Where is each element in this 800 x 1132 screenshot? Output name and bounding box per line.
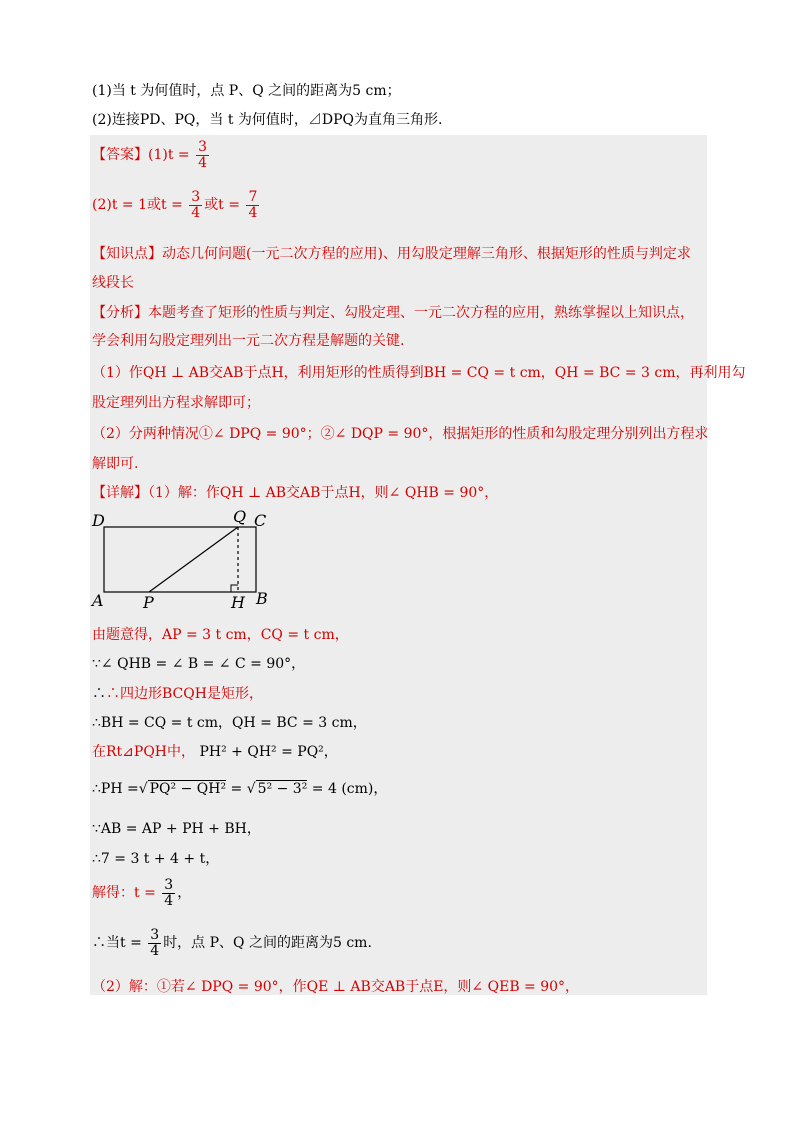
numerator: 3	[150, 927, 160, 943]
label-d: D	[92, 511, 105, 530]
numerator: 3	[198, 139, 208, 155]
step-10-prefix: ∴当t =	[92, 935, 142, 952]
question-2: (2)连接PD、PQ，当 t 为何值时，⊿DPQ为直角三角形.	[92, 112, 443, 128]
step-6-lhs: ∴PH =	[92, 781, 139, 797]
step-4: ∴BH = CQ = t cm，QH = BC = 3 cm，	[92, 715, 367, 731]
fraction	[246, 190, 259, 220]
right-angle-mark	[231, 585, 238, 592]
sqrt-expression-1: PQ² − QH²	[149, 781, 227, 797]
answer-2	[92, 190, 261, 220]
label-c: C	[254, 511, 267, 530]
answer-2-text-b: 或t =	[204, 197, 240, 214]
answer-2-text-a: (2)t = 1或t =	[92, 197, 183, 214]
step-5-prefix: 在Rt⊿PQH中，	[92, 744, 196, 760]
denominator: 4	[164, 892, 174, 909]
answer-1	[92, 140, 211, 170]
numerator: 3	[191, 189, 201, 205]
question-1: (1)当 t 为何值时，点 P、Q 之间的距离为5 cm；	[92, 83, 401, 99]
knowledge-line-1: 【知识点】动态几何问题(一元二次方程的应用)、用勾股定理解三角形、根据矩形的性质与判定求	[92, 246, 691, 262]
analysis-line-3: （1）作QH ⊥ AB交AB于点H，利用矩形的性质得到BH = CQ = t cm，QH = BC = 3 cm，再利用勾	[92, 365, 746, 381]
step-9-text: 解得：t =	[92, 885, 156, 902]
label-a: A	[92, 591, 104, 610]
step-9-comma: ，	[177, 885, 192, 902]
analysis-line-5: （2）分两种情况①∠ DPQ = 90°；②∠ DQP = 90°，根据矩形的性质和勾股定理分别列出方程求	[92, 426, 709, 442]
label-h: H	[231, 593, 245, 612]
denominator: 4	[191, 204, 201, 221]
step-3: ∴∴四边形BCQH是矩形，	[92, 686, 263, 702]
fraction	[162, 878, 175, 908]
step-2: ∵∠ QHB = ∠ B = ∠ C = 90°，	[92, 656, 306, 672]
step-7: ∵AB = AP + PH + BH，	[92, 821, 261, 837]
step-3-text: ∴四边形BCQH是矩形，	[106, 686, 263, 702]
rectangle-figure	[90, 505, 290, 615]
answer-tag: 【答案】	[92, 147, 148, 164]
numerator: 7	[248, 189, 258, 205]
step-10	[92, 928, 372, 958]
segment-pq	[149, 527, 238, 592]
denominator: 4	[248, 204, 258, 221]
step-6-result: = 4 (cm)，	[311, 781, 388, 797]
label-p: P	[143, 593, 154, 612]
detail-line-1: 【详解】（1）解：作QH ⊥ AB交AB于点H，则∠ QHB = 90°，	[92, 485, 499, 501]
step-5-equation: PH² + QH² = PQ²，	[199, 744, 338, 760]
step-11	[92, 976, 579, 996]
rectangle-abcd	[104, 527, 256, 592]
analysis-line-4: 股定理列出方程求解即可；	[92, 395, 260, 411]
fraction	[148, 928, 161, 958]
knowledge-line-2: 线段长	[92, 275, 134, 291]
analysis-line-2: 学会利用勾股定理列出一元二次方程是解题的关键.	[92, 333, 405, 349]
denominator: 4	[150, 942, 160, 959]
step-6-equals: =	[230, 781, 243, 797]
fraction	[189, 190, 202, 220]
answer-1-prefix: (1)t =	[148, 147, 190, 164]
denominator: 4	[198, 154, 208, 171]
sqrt-expression-2: 5² − 3²	[257, 781, 308, 797]
step-9	[92, 878, 191, 908]
step-8: ∴7 = 3 t + 4 + t，	[92, 851, 220, 867]
step-11-text: （2）解：①若∠ DPQ = 90°，作QE ⊥ AB交AB于点E，则∠ QEB = 90°，	[92, 979, 580, 995]
label-q: Q	[233, 507, 247, 526]
fraction	[196, 140, 209, 170]
step-10-suffix: 时，点 P、Q 之间的距离为5 cm.	[163, 935, 372, 952]
step-5	[92, 741, 338, 761]
analysis-line-6: 解即可.	[92, 456, 139, 472]
step-6: ∴PH =√ PQ² − QH² = √ 5² − 3² = 4 (cm)，	[92, 781, 388, 797]
step-1: 由题意得，AP = 3 t cm，CQ = t cm，	[92, 627, 349, 643]
label-b: B	[256, 589, 268, 608]
analysis-line-1: 【分析】本题考查了矩形的性质与判定、勾股定理、一元二次方程的应用，熟练掌握以上知识点，	[92, 305, 694, 321]
numerator: 3	[164, 877, 174, 893]
